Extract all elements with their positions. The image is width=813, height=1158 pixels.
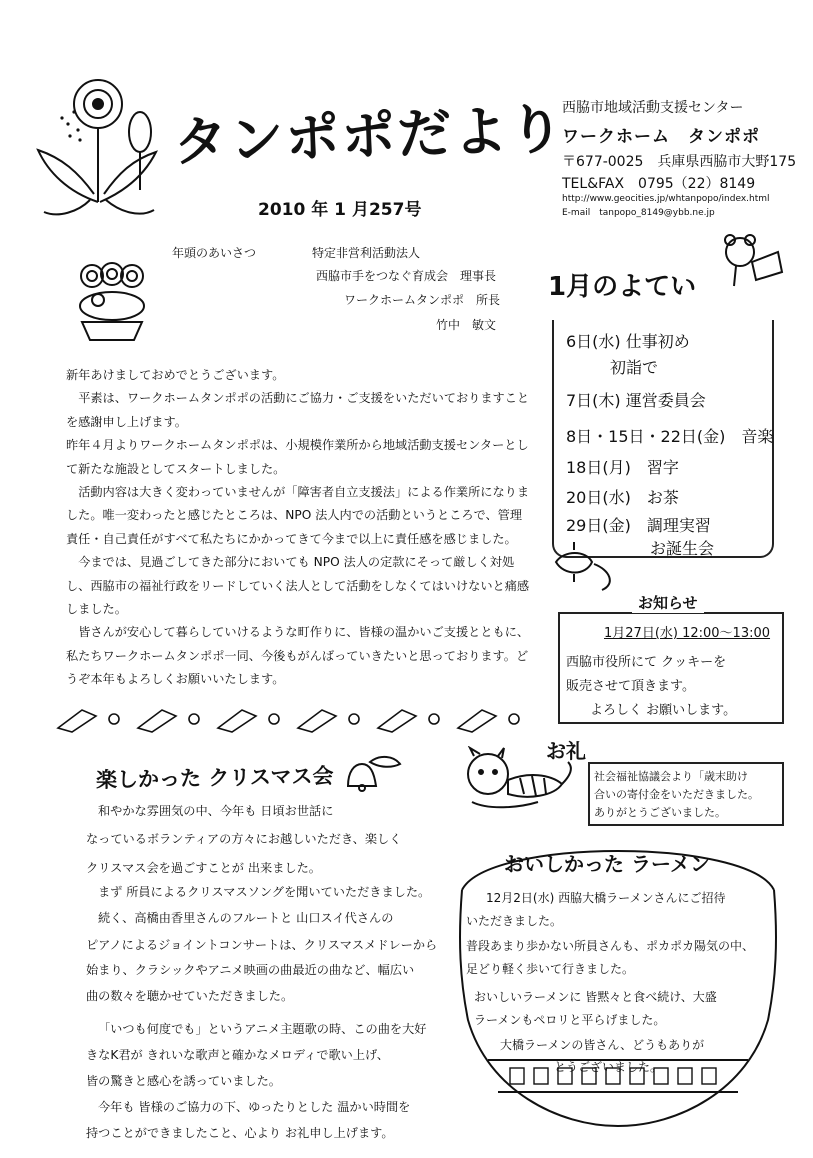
calendar-item: 20日(水) お茶 [566,488,679,507]
dandelion-illustration [28,72,168,222]
calendar-item: お誕生会 [650,539,715,558]
issue-month: 1 [334,200,347,220]
greeting-name: 竹中 敏文 [436,318,497,332]
christmas-line: 持つことができましたこと、心より お礼申し上げます。 [86,1126,394,1140]
issue-number: 257 [368,200,405,220]
thanks-line: ありがとうございました。 [594,806,726,819]
calendar-item: 18日(月) 習字 [566,458,679,477]
org-tel: TEL&FAX 0795（22）8149 [562,176,756,192]
ramen-line: 12月2日(水) 西脇大橋ラーメンさんにご招待 [486,891,726,905]
thanks-line: 合いの寄付金をいただきました。 [594,788,759,801]
greeting-paragraph: 皆さんが安心して暮らしていけるような町作りに、皆様の温かいご支援とともに、私たちワークホームタンポポ一同、今後もがんばっていきたいと思っております。どうぞ本年もよろしくお願いいたします。 [66,625,530,687]
christmas-line: ピアノによるジョイントコンサートは、クリスマスメドレーから [86,938,438,952]
calendar-item: 7日(木) 運営委員会 [566,391,706,410]
issue-gatsu: 月 [351,200,369,220]
christmas-line: 続く、高橋由香里さんのフルートと 山口スイ代さんの [98,911,394,925]
ramen-line: 足どり軽く歩いて行きました。 [466,962,635,976]
greeting-role1: 西脇市手をつなぐ育成会 理事長 [316,269,497,283]
christmas-line: 「いつも何度でも」というアニメ主題歌の時、この曲を大好 [98,1022,427,1036]
greeting-body [66,364,531,692]
ramen-line: ラーメンもペロリと平らげました。 [474,1013,666,1027]
calendar-item: 29日(金) 調理実習 [566,516,711,535]
calendar-item: 6日(水) 仕事初め [566,332,690,351]
issue-nen: 年 [311,200,329,220]
calendar-title: 1月のよてい [548,272,697,302]
ramen-line: 普段あまり歩かない所員さんも、ポカポカ陽気の中、 [466,939,755,953]
ramen-line: いただきました。 [466,914,563,928]
spinning-top-illustration [546,540,626,596]
greeting-paragraph: 新年あけましておめでとうございます。 [66,368,285,382]
kagamimochi-illustration [72,260,152,350]
christmas-line: まず 所員によるクリスマスソングを聞いていただきました。 [98,885,431,899]
issue-year: 2010 [258,200,306,220]
ramen-line: 大橋ラーメンの皆さん、どうもありが [500,1038,705,1052]
notice-title: お知らせ [632,592,704,613]
org-url[interactable]: http://www.geocities.jp/whtanpopo/index.html [562,194,770,204]
christmas-line: 今年も 皆様のご協力の下、ゆったりとした 温かい時間を [98,1100,411,1114]
christmas-title: 楽しかった クリスマス会 [95,763,334,793]
christmas-line: なっているボランティアの方々にお越しいただき、楽しく [86,832,402,846]
issue-line [258,195,421,220]
org-address: 〒677-0025 兵庫県西脇市大野175 [562,154,797,170]
christmas-line: クリスマス会を過ごすことが 出来ました。 [86,861,321,875]
christmas-line: 和やかな雰囲気の中、今年も 日頃お世話に [98,804,334,818]
notice-line: よろしく お願いします。 [590,703,737,718]
greeting-org: 特定非営利活動法人 [312,246,421,260]
thanks-line: 社会福祉協議会より「歳末助け [594,770,748,783]
thanks-title: お礼 [546,739,586,763]
org-line1: 西脇市地域活動支援センター [562,100,744,116]
newsletter-title: タンポポだより [172,97,567,174]
christmas-line: 曲の数々を聴かせていただきました。 [86,989,294,1003]
christmas-line: きなK君が きれいな歌声と確かなメロディで歌い上げ、 [86,1048,389,1062]
ramen-line: とうございました。 [554,1060,663,1074]
greeting-paragraph: 平素は、ワークホームタンポポの活動にご協力・ご支援をいただいておりますことを感謝申し上げます。 [66,391,530,429]
ramen-title: おいしかった ラーメン [504,852,710,876]
decorative-divider [52,704,532,734]
greeting-role2: ワークホームタンポポ 所長 [344,293,501,307]
greeting-paragraph: 活動内容は大きく変わっていませんが「障害者自立支援法」による作業所になりました。唯一変わったと感じたところは、NPO 法人内での活動というところで、管理責任・自己責任がすべて私たちにかかってきて今まで以上に責任感を感じました。 [66,485,530,546]
greeting-paragraph: 今までは、見過ごしてきた部分においても NPO 法人の定款にそって厳しく対処し、西脇市の福祉行政をリードしていく法人として活動をしなくてはいけないと痛感しました。 [66,555,530,617]
org-email[interactable]: E-mail tanpopo_8149@ybb.ne.jp [562,208,715,218]
christmas-line: 皆の驚きと感心を誘っていました。 [86,1074,281,1088]
greeting-heading: 年頭のあいさつ [172,246,257,260]
christmas-line: 始まり、クラシックやアニメ映画の曲最近の曲など、幅広い [86,963,415,977]
ramen-line: おいしいラーメンに 皆黙々と食べ続け、大盛 [474,990,717,1004]
org-line2: ワークホーム タンポポ [562,127,760,147]
bell-illustration [340,752,404,792]
mascot-illustration [716,232,786,290]
notice-line: 西脇市役所にて クッキーを [566,655,727,670]
calendar-item: 8日・15日・22日(金) 音楽 [566,427,774,446]
issue-go: 号 [404,200,422,220]
notice-date: 1月27日(水) 12:00〜13:00 [604,626,771,641]
greeting-paragraph: 昨年４月よりワークホームタンポポは、小規模作業所から地域活動支援センターとして新たな施設としてスタートしました。 [66,438,529,476]
calendar-item: 初詣で [610,358,659,377]
notice-line: 販売させて頂きます。 [566,679,695,694]
